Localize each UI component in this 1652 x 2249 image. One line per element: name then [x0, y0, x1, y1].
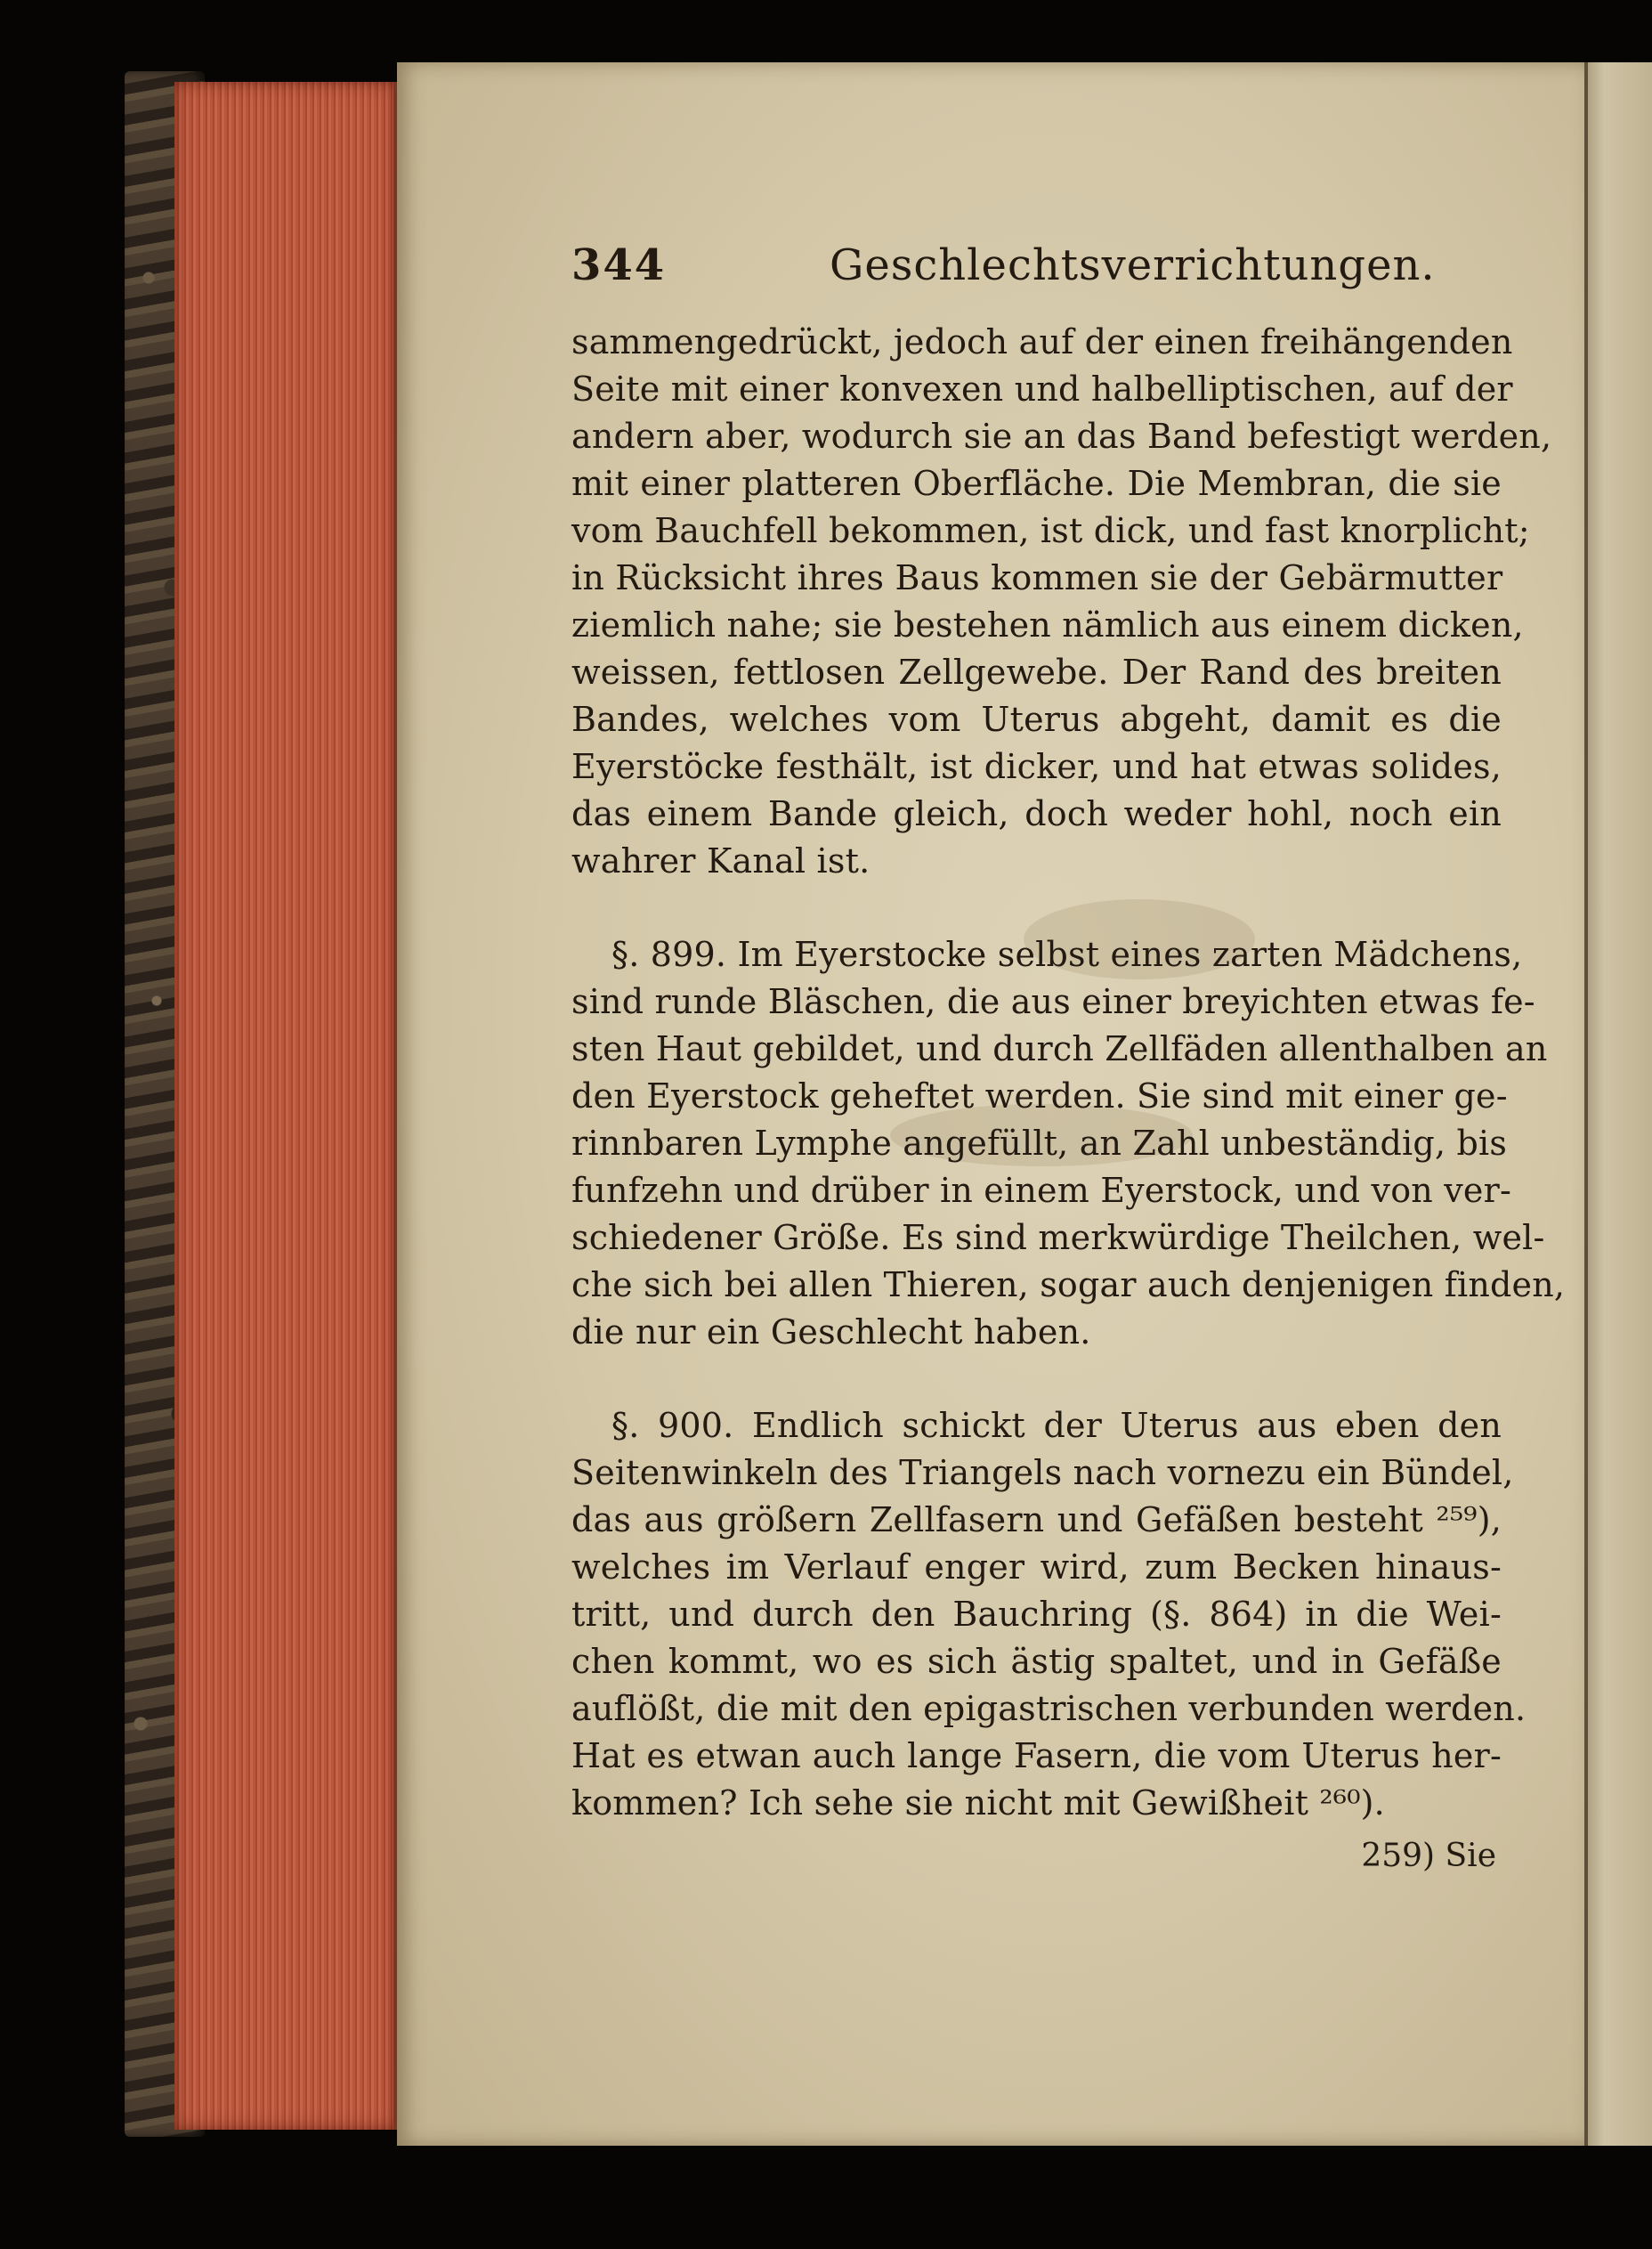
- text-line: Eyerstöcke festhält, ist dicker, und hat etwas solides,: [571, 747, 1502, 786]
- text-line: che sich bei allen Thieren, sogar auch denjenigen finden,: [571, 1265, 1566, 1304]
- text-line: vom Bauchfell bekommen, ist dick, und fast knorplicht;: [571, 511, 1530, 550]
- text-line: ziemlich nahe; sie bestehen nämlich aus einem dicken,: [571, 605, 1524, 645]
- text-line: sind runde Bläschen, die aus einer breyichten etwas fe-: [571, 982, 1535, 1021]
- text-block: [571, 240, 1566, 1879]
- paragraph: [571, 319, 1552, 885]
- text-line: schiedener Größe. Es sind merkwürdige Theilchen, wel-: [571, 1218, 1545, 1257]
- facing-page-edge: [1584, 62, 1652, 2146]
- text-line: auflößt, die mit den epigastrischen verbunden werden.: [571, 1689, 1526, 1728]
- text-line: den Eyerstock geheftet werden. Sie sind mit einer ge-: [571, 1076, 1508, 1116]
- text-line: tritt, und durch den Bauchring (§. 864) in die Wei-: [571, 1595, 1502, 1634]
- text-line: wahrer Kanal ist.: [571, 841, 871, 881]
- text-line: Seitenwinkeln des Triangels nach vornezu ein Bündel,: [571, 1453, 1514, 1492]
- text-line: kommen? Ich sehe sie nicht mit Gewißheit ²⁶⁰).: [571, 1783, 1385, 1823]
- text-line: Bandes, welches vom Uterus abgeht, damit es die: [571, 700, 1502, 739]
- text-line: andern aber, wodurch sie an das Band befestigt werden,: [571, 417, 1552, 456]
- page-fold: [1584, 62, 1588, 2146]
- text-line: funfzehn und drüber in einem Eyerstock, und von ver-: [571, 1171, 1511, 1210]
- text-line: sten Haut gebildet, und durch Zellfäden allenthalben an: [571, 1029, 1548, 1068]
- text-line: mit einer platteren Oberfläche. Die Membran, die sie: [571, 464, 1502, 503]
- text-line: sammengedrückt, jedoch auf der einen freihängenden: [571, 322, 1513, 361]
- page-header: [571, 240, 1502, 303]
- text-line: das aus größern Zellfasern und Gefäßen besteht ²⁵⁹),: [571, 1500, 1502, 1539]
- text-line: §. 900. Endlich schickt der Uterus aus eben den: [611, 1406, 1502, 1445]
- text-line: welches im Verlauf enger wird, zum Becken hinaus-: [571, 1547, 1502, 1587]
- text-line: in Rücksicht ihres Baus kommen sie der Gebärmutter: [571, 558, 1503, 597]
- text-line: chen kommt, wo es sich ästig spaltet, und in Gefäße: [571, 1642, 1502, 1681]
- text-line: §. 899. Im Eyerstocke selbst eines zarten Mädchens,: [611, 935, 1523, 974]
- running-title: Geschlechtsverrichtungen.: [830, 240, 1436, 290]
- text-line: rinnbaren Lymphe angefüllt, an Zahl unbeständig, bis: [571, 1124, 1508, 1163]
- page-number: 344: [571, 240, 667, 290]
- text-line: weissen, fettlosen Zellgewebe. Der Rand des breiten: [571, 653, 1502, 692]
- text-line: das einem Bande gleich, doch weder hohl, noch ein: [571, 794, 1502, 833]
- text-line: Seite mit einer konvexen und halbelliptischen, auf der: [571, 369, 1513, 409]
- page-edges: [174, 82, 397, 2130]
- catchword: 259) Sie: [1361, 1838, 1496, 1874]
- paragraph-900: [571, 1402, 1526, 1827]
- text-line: Hat es etwan auch lange Fasern, die vom Uterus her-: [571, 1736, 1502, 1775]
- text-line: die nur ein Geschlecht haben.: [571, 1312, 1091, 1352]
- paragraph-899: [571, 931, 1566, 1356]
